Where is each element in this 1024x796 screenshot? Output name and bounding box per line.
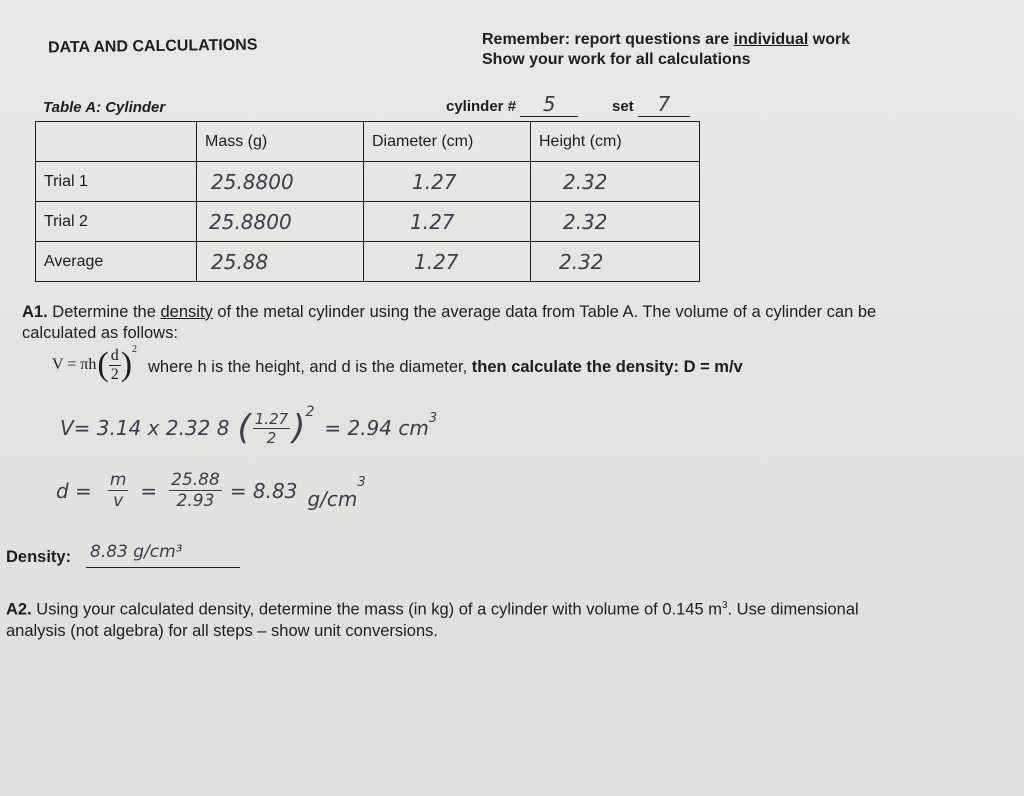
density-result: = 8.83 [229, 478, 298, 503]
a1-text-after: of the metal cylinder using the average data from Table A. The volume of a cylinder can be [212, 303, 877, 321]
density-fraction-mv [108, 470, 129, 511]
cylinder-data-table [35, 121, 700, 282]
density-eq: = [140, 478, 158, 503]
cylinder-number-field [446, 92, 578, 117]
set-value: 7 [657, 92, 671, 116]
density-calculation [56, 470, 366, 511]
density-frac1-den: v [113, 491, 124, 511]
a2-line2: analysis (not algebra) for all steps – show unit conversions. [6, 621, 438, 640]
table-caption: Table A: Cylinder [43, 99, 166, 116]
reminder-line-1 [482, 31, 850, 49]
density-fraction-values [169, 470, 222, 511]
formula-bold-instruction: then calculate the density: D = m/v [471, 358, 743, 376]
question-a2 [6, 595, 1016, 642]
a1-line2: calculated as follows: [22, 324, 178, 342]
volume-result: = 2.94 cm [324, 416, 429, 440]
volume-paren-open: ( [237, 408, 251, 448]
volume-exp: 2 [305, 404, 315, 420]
table-header-row [36, 122, 700, 162]
set-blank [638, 92, 690, 117]
diameter-cell [364, 162, 531, 202]
a1-number: A1. [22, 303, 48, 321]
volume-calculation [60, 404, 438, 448]
a1-density-underlined: density [160, 303, 213, 321]
density-unit-exp: 3 [357, 475, 366, 490]
density-frac2-num: 25.88 [171, 470, 220, 490]
volume-formula [52, 343, 138, 384]
row-label: Trial 2 [36, 202, 197, 242]
height-value: 2.32 [559, 249, 604, 274]
diameter-cell [364, 202, 531, 242]
a1-text-before: Determine the [47, 303, 161, 321]
volume-frac-den: 2 [266, 428, 277, 447]
formula-exponent: 2 [132, 343, 138, 355]
formula-text: where h is the height, and d is the diameter, [148, 358, 472, 376]
a2-text-after: . Use dimensional [727, 600, 859, 619]
height-value: 2.32 [563, 169, 608, 194]
cylinder-value: 5 [542, 92, 556, 116]
set-label: set [612, 98, 634, 115]
reminder-suffix: work [808, 31, 851, 48]
reminder-individual: individual [733, 31, 809, 48]
header-mass: Mass (g) [197, 122, 364, 162]
header-cell-empty [36, 122, 197, 162]
volume-unit-exp: 3 [428, 410, 438, 426]
a2-text: Using your calculated density, determine the mass (in kg) of a cylinder with volume of 0.145 m [31, 600, 722, 619]
mass-value: 25.8800 [209, 209, 292, 234]
cylinder-blank [520, 92, 578, 117]
formula-lhs: V = πh [52, 356, 97, 373]
formula-paren-close: ) [120, 346, 133, 383]
table-row [36, 242, 700, 282]
cylinder-label: cylinder # [446, 98, 517, 115]
formula-numerator: d [110, 346, 119, 364]
set-field [612, 92, 690, 117]
density-answer-value: 8.83 g/cm³ [90, 542, 183, 562]
volume-frac-num: 1.27 [254, 409, 289, 428]
volume-lhs: V= 3.14 x 2.32 8 [60, 416, 230, 440]
density-frac1-num: m [109, 470, 127, 490]
height-cell [531, 202, 700, 242]
row-label: Trial 1 [36, 162, 197, 202]
height-cell [531, 162, 700, 202]
mass-value: 25.88 [211, 249, 269, 274]
diameter-value: 1.27 [410, 209, 455, 234]
mass-cell [197, 242, 364, 282]
density-lhs: d = [56, 478, 92, 503]
a2-exp: 3 [721, 600, 728, 611]
row-label: Average [36, 242, 197, 282]
density-frac2-den: 2.93 [176, 491, 215, 511]
reminder-line-2: Show your work for all calculations [482, 51, 751, 68]
diameter-cell [364, 242, 531, 282]
reminder-prefix: Remember: report questions are [482, 31, 734, 48]
formula-paren-open: ( [97, 346, 109, 383]
formula-description [148, 358, 743, 377]
volume-paren-close: ) [292, 408, 306, 448]
formula-fraction [109, 347, 121, 384]
section-title: DATA AND CALCULATIONS [47, 36, 258, 57]
mass-cell [197, 162, 364, 202]
mass-value: 25.8800 [211, 169, 294, 194]
density-answer-label: Density: [6, 548, 72, 566]
mass-cell [197, 202, 364, 242]
table-row [36, 162, 700, 202]
density-unit: g/cm [307, 486, 358, 511]
height-value: 2.32 [563, 209, 608, 234]
diameter-value: 1.27 [412, 169, 457, 194]
header-diameter: Diameter (cm) [364, 122, 531, 162]
density-answer-blank [86, 541, 240, 568]
question-a1 [22, 302, 1012, 344]
header-height: Height (cm) [531, 122, 700, 162]
diameter-value: 1.27 [414, 249, 459, 274]
volume-fraction [253, 410, 290, 447]
height-cell [531, 242, 700, 282]
table-row [36, 202, 700, 242]
formula-denominator: 2 [110, 365, 119, 383]
a2-number: A2. [6, 600, 32, 619]
